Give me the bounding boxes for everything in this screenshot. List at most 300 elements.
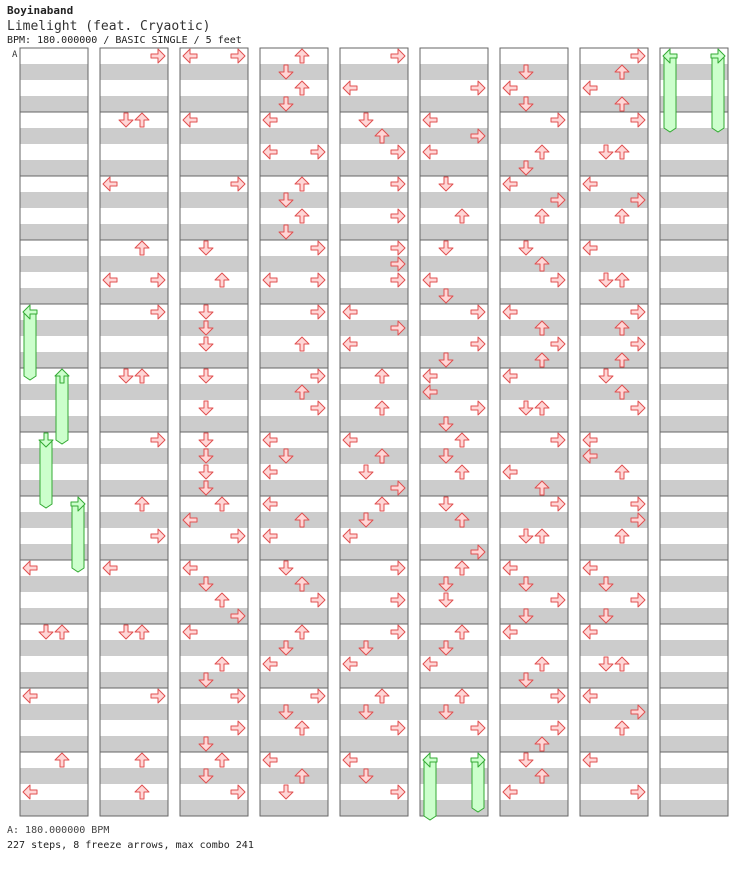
step-arrow-up — [295, 177, 309, 191]
beat-stripe — [420, 640, 488, 656]
step-arrow-left — [103, 273, 117, 287]
beat-stripe — [100, 736, 168, 752]
step-arrow-up — [135, 241, 149, 255]
step-arrow-up — [295, 49, 309, 63]
step-arrow-down — [199, 241, 213, 255]
step-arrow-down — [39, 625, 53, 639]
beat-stripe — [340, 96, 408, 112]
beat-stripe — [180, 480, 248, 496]
step-arrow-left — [263, 113, 277, 127]
step-arrow-left — [183, 113, 197, 127]
beat-stripe — [420, 704, 488, 720]
beat-stripe — [580, 800, 648, 816]
beat-stripe — [500, 768, 568, 784]
step-arrow-down — [599, 657, 613, 671]
beat-stripe — [100, 704, 168, 720]
beat-stripe — [500, 224, 568, 240]
beat-stripe — [580, 736, 648, 752]
beat-stripe — [500, 672, 568, 688]
beat-stripe — [180, 576, 248, 592]
step-arrow-up — [535, 657, 549, 671]
step-arrow-left — [343, 529, 357, 543]
step-arrow-left — [503, 785, 517, 799]
beat-stripe — [260, 512, 328, 528]
beat-stripe — [260, 544, 328, 560]
beat-stripe — [500, 480, 568, 496]
beat-stripe — [580, 384, 648, 400]
beat-stripe — [660, 672, 728, 688]
step-arrow-right — [551, 721, 565, 735]
step-arrow-left — [343, 81, 357, 95]
beat-stripe — [340, 800, 408, 816]
step-arrow-right — [391, 177, 405, 191]
step-arrow-left — [583, 753, 597, 767]
beat-stripe — [420, 736, 488, 752]
step-arrow-down — [599, 273, 613, 287]
step-arrow-right — [391, 593, 405, 607]
step-arrow-up — [295, 721, 309, 735]
song-artist: Boyinaband — [7, 4, 74, 17]
beat-stripe — [660, 608, 728, 624]
beat-stripe — [180, 736, 248, 752]
beat-stripe — [100, 128, 168, 144]
step-arrow-left — [423, 113, 437, 127]
beat-stripe — [420, 320, 488, 336]
step-arrow-up — [455, 433, 469, 447]
beat-stripe — [580, 128, 648, 144]
beat-stripe — [660, 288, 728, 304]
beat-stripe — [340, 768, 408, 784]
beat-stripe — [260, 64, 328, 80]
beat-stripe — [340, 640, 408, 656]
beat-stripe — [260, 224, 328, 240]
beat-stripe — [660, 352, 728, 368]
song-title: Limelight (feat. Cryaotic) — [7, 19, 211, 34]
beat-stripe — [340, 128, 408, 144]
freeze-arrow-body — [40, 440, 52, 508]
beat-stripe — [100, 480, 168, 496]
beat-stripe — [260, 416, 328, 432]
beat-stripe — [580, 320, 648, 336]
beat-stripe — [420, 448, 488, 464]
step-arrow-up — [455, 209, 469, 223]
step-arrow-left — [183, 49, 197, 63]
beat-stripe — [580, 64, 648, 80]
beat-stripe — [180, 672, 248, 688]
beat-stripe — [340, 192, 408, 208]
beat-stripe — [340, 736, 408, 752]
beat-stripe — [100, 512, 168, 528]
beat-stripe — [420, 480, 488, 496]
beat-stripe — [340, 416, 408, 432]
beat-stripe — [20, 800, 88, 816]
beat-stripe — [20, 96, 88, 112]
step-arrow-down — [199, 433, 213, 447]
step-arrow-right — [391, 273, 405, 287]
beat-stripe — [660, 320, 728, 336]
step-arrow-right — [631, 785, 645, 799]
beat-stripe — [20, 384, 88, 400]
step-arrow-down — [199, 401, 213, 415]
beat-stripe — [260, 384, 328, 400]
step-arrow-left — [263, 273, 277, 287]
step-arrow-up — [535, 145, 549, 159]
step-arrow-up — [455, 561, 469, 575]
beat-stripe — [100, 352, 168, 368]
beat-stripe — [660, 768, 728, 784]
beat-stripe — [180, 384, 248, 400]
step-arrow-left — [343, 337, 357, 351]
step-arrow-left — [23, 689, 37, 703]
step-arrow-right — [551, 433, 565, 447]
step-arrow-right — [311, 241, 325, 255]
step-arrow-up — [615, 529, 629, 543]
step-arrow-up — [135, 785, 149, 799]
beat-stripe — [180, 448, 248, 464]
step-arrow-left — [503, 561, 517, 575]
beat-stripe — [180, 320, 248, 336]
beat-stripe — [500, 416, 568, 432]
beat-stripe — [660, 544, 728, 560]
step-arrow-left — [103, 177, 117, 191]
beat-stripe — [420, 64, 488, 80]
step-arrow-up — [135, 753, 149, 767]
beat-stripe — [420, 288, 488, 304]
beat-stripe — [20, 640, 88, 656]
beat-stripe — [660, 480, 728, 496]
step-arrow-left — [583, 625, 597, 639]
beat-stripe — [660, 736, 728, 752]
beat-stripe — [100, 800, 168, 816]
beat-stripe — [500, 64, 568, 80]
step-arrow-up — [215, 657, 229, 671]
beat-stripe — [180, 192, 248, 208]
freeze-arrow-body — [664, 56, 676, 132]
step-arrow-right — [151, 49, 165, 63]
step-arrow-right — [471, 721, 485, 735]
beat-stripe — [260, 256, 328, 272]
beat-stripe — [580, 768, 648, 784]
beat-stripe — [340, 704, 408, 720]
beat-stripe — [100, 160, 168, 176]
step-arrow-up — [615, 209, 629, 223]
beat-stripe — [660, 256, 728, 272]
step-arrow-right — [231, 529, 245, 543]
beat-stripe — [500, 544, 568, 560]
freeze-arrow-body — [424, 760, 436, 820]
step-arrow-right — [391, 145, 405, 159]
step-arrow-right — [231, 721, 245, 735]
beat-stripe — [420, 672, 488, 688]
step-arrow-down — [599, 369, 613, 383]
step-arrow-left — [343, 305, 357, 319]
footer-stats: 227 steps, 8 freeze arrows, max combo 241 — [7, 840, 254, 851]
step-arrow-up — [295, 81, 309, 95]
step-arrow-left — [263, 145, 277, 159]
beat-stripe — [180, 96, 248, 112]
step-arrow-up — [135, 113, 149, 127]
step-arrow-up — [615, 145, 629, 159]
step-arrow-down — [199, 369, 213, 383]
beat-stripe — [500, 704, 568, 720]
beat-stripe — [20, 160, 88, 176]
step-arrow-left — [263, 433, 277, 447]
beat-stripe — [340, 448, 408, 464]
step-arrow-right — [631, 49, 645, 63]
step-arrow-up — [535, 529, 549, 543]
beat-stripe — [100, 672, 168, 688]
beat-stripe — [580, 576, 648, 592]
beat-stripe — [20, 448, 88, 464]
beat-stripe — [260, 96, 328, 112]
beat-stripe — [260, 192, 328, 208]
step-arrow-down — [199, 337, 213, 351]
step-arrow-left — [583, 433, 597, 447]
step-arrow-left — [263, 529, 277, 543]
beat-stripe — [20, 608, 88, 624]
beat-stripe — [660, 448, 728, 464]
step-arrow-left — [103, 561, 117, 575]
step-arrow-down — [279, 785, 293, 799]
step-arrow-right — [231, 689, 245, 703]
beat-stripe — [580, 608, 648, 624]
bpm-marker: A — [12, 50, 18, 60]
beat-stripe — [580, 416, 648, 432]
step-arrow-right — [311, 145, 325, 159]
step-arrow-right — [391, 241, 405, 255]
beat-stripe — [580, 352, 648, 368]
step-arrow-right — [391, 625, 405, 639]
beat-stripe — [100, 320, 168, 336]
step-arrow-right — [151, 305, 165, 319]
step-arrow-up — [535, 401, 549, 415]
step-arrow-left — [503, 369, 517, 383]
step-arrow-right — [391, 721, 405, 735]
freeze-arrow-body — [712, 56, 724, 132]
beat-stripe — [260, 128, 328, 144]
step-arrow-right — [471, 305, 485, 319]
beat-stripe — [340, 672, 408, 688]
step-arrow-left — [343, 753, 357, 767]
beat-stripe — [100, 448, 168, 464]
beat-stripe — [260, 608, 328, 624]
step-arrow-up — [295, 625, 309, 639]
step-arrow-down — [279, 561, 293, 575]
chart-meta: BPM: 180.000000 / BASIC SINGLE / 5 feet — [7, 35, 242, 46]
step-arrow-right — [631, 305, 645, 319]
beat-stripe — [580, 672, 648, 688]
beat-stripe — [20, 768, 88, 784]
beat-stripe — [20, 224, 88, 240]
step-arrow-right — [391, 561, 405, 575]
beat-stripe — [100, 384, 168, 400]
step-arrow-down — [119, 113, 133, 127]
step-arrow-right — [151, 273, 165, 287]
step-arrow-left — [183, 625, 197, 639]
beat-stripe — [420, 224, 488, 240]
beat-stripe — [420, 256, 488, 272]
beat-stripe — [180, 64, 248, 80]
step-arrow-left — [263, 657, 277, 671]
step-arrow-right — [231, 49, 245, 63]
beat-stripe — [20, 576, 88, 592]
step-arrow-right — [631, 113, 645, 127]
step-arrow-left — [423, 145, 437, 159]
beat-stripe — [180, 352, 248, 368]
beat-stripe — [340, 512, 408, 528]
beat-stripe — [260, 448, 328, 464]
beat-stripe — [180, 544, 248, 560]
beat-stripe — [180, 768, 248, 784]
step-arrow-down — [519, 241, 533, 255]
beat-stripe — [340, 608, 408, 624]
step-arrow-up — [455, 689, 469, 703]
beat-stripe — [580, 288, 648, 304]
beat-stripe — [500, 96, 568, 112]
beat-stripe — [500, 384, 568, 400]
freeze-arrow-body — [72, 504, 84, 572]
beat-stripe — [580, 224, 648, 240]
step-arrow-up — [375, 369, 389, 383]
step-arrow-up — [455, 625, 469, 639]
step-arrow-up — [135, 625, 149, 639]
step-arrow-up — [55, 753, 69, 767]
beat-stripe — [100, 224, 168, 240]
step-arrow-right — [471, 81, 485, 95]
step-arrow-left — [423, 657, 437, 671]
step-arrow-down — [359, 113, 373, 127]
beat-stripe — [20, 64, 88, 80]
beat-stripe — [260, 288, 328, 304]
beat-stripe — [260, 704, 328, 720]
step-arrow-left — [183, 561, 197, 575]
step-arrow-up — [215, 593, 229, 607]
beat-stripe — [580, 96, 648, 112]
step-arrow-left — [23, 561, 37, 575]
beat-stripe — [20, 288, 88, 304]
step-arrow-left — [583, 241, 597, 255]
beat-stripe — [100, 640, 168, 656]
step-arrow-right — [471, 337, 485, 351]
step-arrow-right — [151, 433, 165, 447]
beat-stripe — [500, 576, 568, 592]
step-arrow-left — [503, 625, 517, 639]
beat-stripe — [20, 128, 88, 144]
step-arrow-right — [311, 689, 325, 703]
beat-stripe — [500, 288, 568, 304]
beat-stripe — [180, 416, 248, 432]
beat-stripe — [100, 416, 168, 432]
beat-stripe — [500, 640, 568, 656]
beat-stripe — [660, 160, 728, 176]
beat-stripe — [260, 800, 328, 816]
step-arrow-left — [583, 177, 597, 191]
step-arrow-left — [263, 465, 277, 479]
beat-stripe — [660, 224, 728, 240]
beat-stripe — [660, 416, 728, 432]
step-arrow-left — [583, 81, 597, 95]
step-arrow-left — [343, 433, 357, 447]
beat-stripe — [340, 384, 408, 400]
beat-stripe — [100, 288, 168, 304]
step-arrow-up — [375, 689, 389, 703]
beat-stripe — [260, 320, 328, 336]
beat-stripe — [20, 736, 88, 752]
step-arrow-left — [583, 689, 597, 703]
beat-stripe — [260, 768, 328, 784]
beat-stripe — [100, 256, 168, 272]
beat-stripe — [500, 352, 568, 368]
step-arrow-right — [631, 337, 645, 351]
beat-stripe — [660, 704, 728, 720]
step-arrow-up — [375, 497, 389, 511]
step-arrow-right — [551, 689, 565, 703]
step-arrow-right — [151, 689, 165, 703]
beat-stripe — [100, 576, 168, 592]
step-arrow-up — [295, 209, 309, 223]
beat-stripe — [580, 640, 648, 656]
beat-stripe — [100, 192, 168, 208]
step-arrow-down — [599, 145, 613, 159]
beat-stripe — [660, 512, 728, 528]
beat-stripe — [260, 160, 328, 176]
step-arrow-right — [551, 593, 565, 607]
step-arrow-right — [471, 401, 485, 415]
beat-stripe — [100, 544, 168, 560]
step-arrow-down — [199, 465, 213, 479]
beat-stripe — [500, 608, 568, 624]
beat-stripe — [340, 576, 408, 592]
beat-stripe — [500, 160, 568, 176]
step-arrow-left — [23, 785, 37, 799]
step-arrow-up — [615, 273, 629, 287]
beat-stripe — [660, 800, 728, 816]
step-arrow-right — [231, 177, 245, 191]
beat-stripe — [20, 416, 88, 432]
beat-stripe — [260, 576, 328, 592]
step-arrow-left — [263, 497, 277, 511]
beat-stripe — [500, 512, 568, 528]
step-arrow-up — [615, 657, 629, 671]
freeze-arrow-body — [56, 376, 68, 444]
step-arrow-right — [311, 593, 325, 607]
step-arrow-right — [391, 209, 405, 223]
step-arrow-right — [631, 593, 645, 607]
beat-stripe — [180, 288, 248, 304]
step-arrow-up — [215, 753, 229, 767]
step-arrow-right — [631, 401, 645, 415]
step-arrow-up — [535, 209, 549, 223]
beat-stripe — [500, 800, 568, 816]
step-arrow-right — [151, 529, 165, 543]
beat-stripe — [340, 160, 408, 176]
step-arrow-right — [231, 785, 245, 799]
step-arrow-right — [551, 273, 565, 287]
beat-stripe — [420, 608, 488, 624]
step-arrow-down — [119, 625, 133, 639]
step-arrow-left — [583, 561, 597, 575]
beat-stripe — [580, 160, 648, 176]
step-arrow-down — [439, 497, 453, 511]
step-arrow-right — [551, 113, 565, 127]
beat-stripe — [500, 448, 568, 464]
beat-stripe — [100, 64, 168, 80]
step-arrow-right — [551, 337, 565, 351]
step-arrow-up — [55, 625, 69, 639]
step-arrow-right — [311, 305, 325, 319]
beat-stripe — [20, 480, 88, 496]
step-arrow-up — [375, 401, 389, 415]
